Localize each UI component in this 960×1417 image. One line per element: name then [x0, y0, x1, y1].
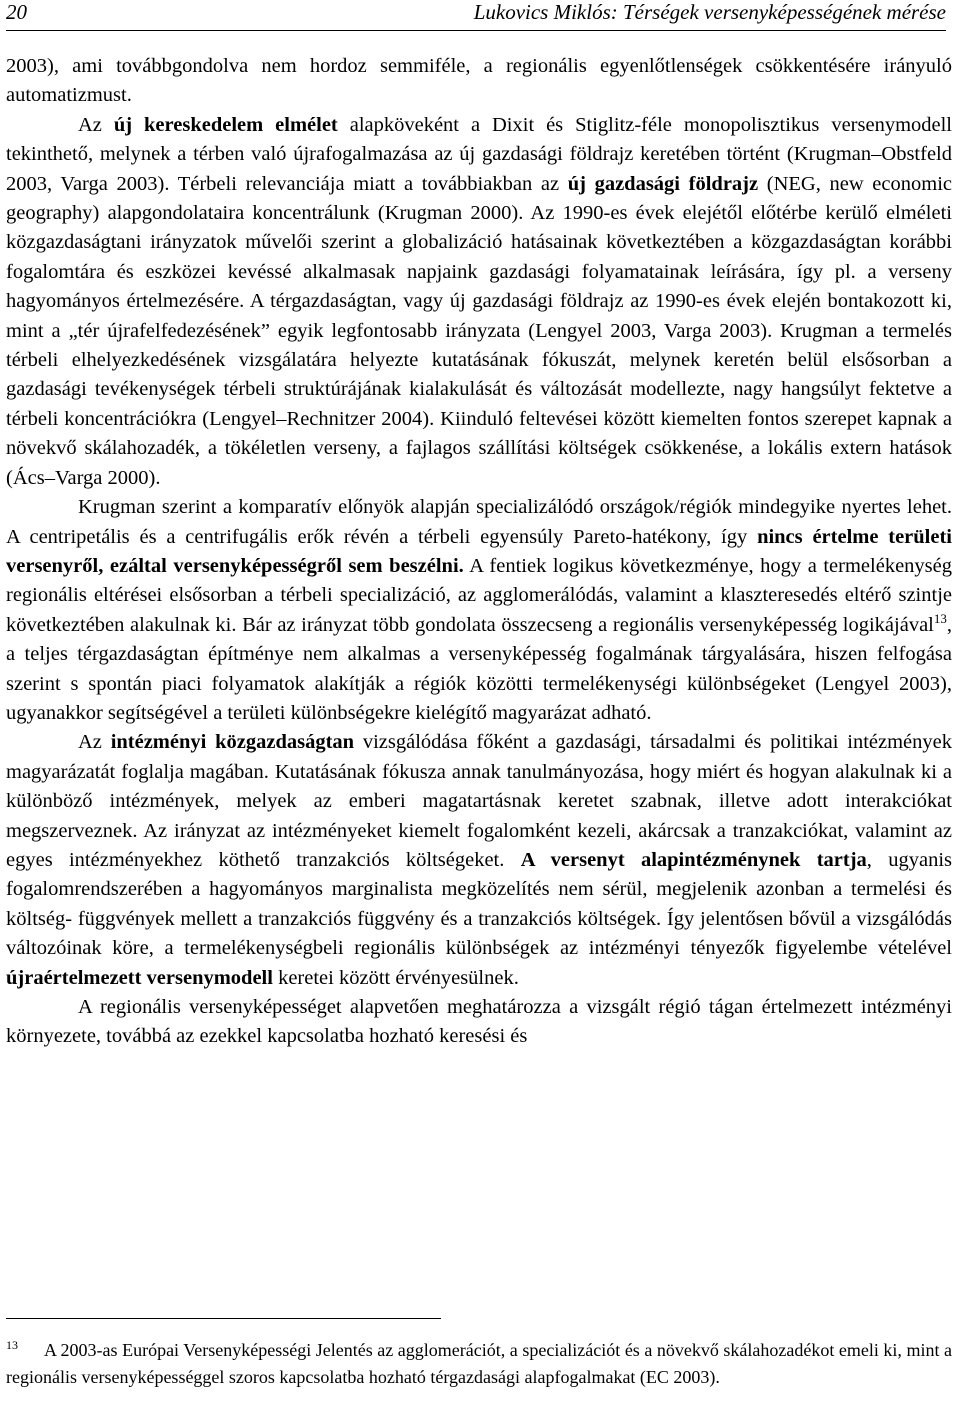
paragraph-2-text: (NEG, new economic geography) alapgondolataira koncentrálunk (Krugman 2000). Az 1990-es évek elejétől előtérbe kerülő elméleti közgazdaságtani irányzatok művelői szerint a globalizáció hatásainak következtében a közgazdaságtan korábbi fogalomtára és eszközei kevéssé alkalmasak napjaink gazdasági folyamatainak leírására, így pl. a verseny hagyományos értelmezésére. A térgazdaságtan, vagy új gazdasági földrajz az 1990-es évek elején bontakozott ki, mint a „tér újrafelfedezésének” egyik legfontosabb irányzata (Lengyel 2003, Varga 2003). Krugman a termelés térbeli elhelyezkedésének vizsgálatára helyezte kutatásának fókuszát, melynek keretén belül elsősorban a gazdasági tevékenységek térbeli struktúrájának kialakulását és változását modellezte, nagy hangsúlyt fektetve a térbeli koncentrációkra (Lengyel–Rechnitzer 2004). Kiinduló feltevései között kiemelten fontos szerepet kapnak a növekvő skálahozadék, a tökéletlen verseny, a fajlagos szállítási költségek csökkenése, a lokális extern hatások (Ács–Varga 2000). — [6, 172, 952, 489]
paragraph-3-text: A fentiek logikus következménye, hogy a termelékenység regionális eltérései elsősorban a térbeli specializáció, az agglomerálódás, valamint a klaszteresedés eltérő szintje következtében alakulnak ki. Bár az irányzat több gondolata összecseng a regionális versenyképesség logikájával — [6, 554, 952, 636]
paragraph-5-text: A regionális versenyképességet alapvetően meghatározza a vizsgált régió tágan értelmezett intézményi környezete, továbbá az ezekkel kapcsolatba hozható keresési és — [6, 996, 952, 1048]
footnote-text: A 2003-as Európai Versenyképességi Jelentés az agglomerációt, a specializációt és a növekvő skálahozadékot emeli ki, mint a regionális versenyképességgel szoros kapcsolatba hozható térgazdasági alapfogalmakat (EC 2003). — [6, 1340, 952, 1388]
paragraph-4-text: vizsgálódása főként a gazdasági, társadalmi és politikai intézmények magyarázatát foglalja magában. Kutatásának fókusza annak tanulmányozása, hogy miért és hogyan alakulnak ki a különböző intézmények, melyek az emberi magatartásnak keretet szabnak, illetve adott interakciókat megszerveznek. Az irányzat az intézményeket kiemelt fogalomként kezeli, akárcsak a tranzakciókat, valamint az egyes intézményekhez köthető tranzakciós költségeket. — [6, 731, 952, 871]
paragraph-2-text: alapköveként a Dixit és Stiglitz-féle monopolisztikus versenymodell tekinthető, melynek a térben való újrafogalmazása az új gazdasági földrajz keretében történt (Krugman–Obstfeld 2003, Varga 2003). Térbeli relevanciája miatt a továbbiakban az — [6, 113, 953, 195]
paragraph-5 — [6, 993, 952, 1052]
term-institutional-economics: intézményi közgazdaságtan — [110, 731, 355, 754]
running-title: Lukovics Miklós: Térségek versenyképességének mérése — [473, 0, 946, 24]
footnote — [6, 1332, 952, 1392]
page-header — [6, 0, 946, 31]
paragraph-3-text: Krugman szerint a komparatív előnyök alapján specializálódó országok/régiók mindegyike nyertes lehet. A centripetális és a centrifugális erők révén a térbeli egyensúly Pareto-hatékony, így — [6, 496, 952, 548]
paragraph-1-text: 2003), ami továbbgondolva nem hordoz semmiféle, a regionális egyenlőtlenségek csökkentésére irányuló automatizmust. — [6, 55, 952, 107]
paragraph-4-text: , ugyanis fogalomrendszerében a hagyományos marginalista megközelítés nem sérül, megjelenik azonban a termelési és költség- függvények mellett a tranzakciós függvény és a tranzakciós költségek. Így jelentősen bővül a vizsgálódás változóinak köre, a termelékenységbeli regionális különbségek az intézményi tényezők figyelembe vételével — [6, 848, 952, 960]
term-new-trade-theory: új kereskedelem elmélet — [113, 113, 338, 136]
emphasis-competition-basic-institution: A versenyt alapintézménynek tartja — [520, 848, 867, 871]
paragraph-3-text: , a teljes térgazdaságtan építménye nem alkalmas a versenyképesség fogalmának tárgyalására, hiszen felfogása szerint s spontán piaci folyamatok alakítják a régiók közötti termelékenységi különbségeket (Lengyel 2003), ugyanakkor segítségével a területi különbségekre kielégítő magyarázat adható. — [6, 613, 952, 724]
term-reinterpreted-competition-model: újraértelmezett versenymodell — [6, 966, 273, 989]
paragraph-2-text: Az — [78, 113, 114, 136]
body-text — [6, 52, 952, 1052]
paragraph-3 — [6, 493, 952, 728]
paragraph-2 — [6, 111, 952, 493]
paragraph-4 — [6, 728, 952, 993]
term-new-economic-geography: új gazdasági földrajz — [567, 172, 759, 195]
paragraph-1 — [6, 52, 952, 111]
page-number: 20 — [6, 0, 27, 24]
footnote-reference[interactable]: 13 — [933, 610, 947, 626]
footnote-number: 13 — [6, 1338, 18, 1352]
paragraph-4-text: Az — [78, 731, 111, 754]
footnote-separator — [6, 1318, 441, 1319]
emphasis-no-territorial-competition: nincs értelme területi versenyről, ezáltal versenyképességről sem beszélni. — [6, 525, 952, 577]
paragraph-4-text: keretei között érvényesülnek. — [272, 966, 519, 989]
